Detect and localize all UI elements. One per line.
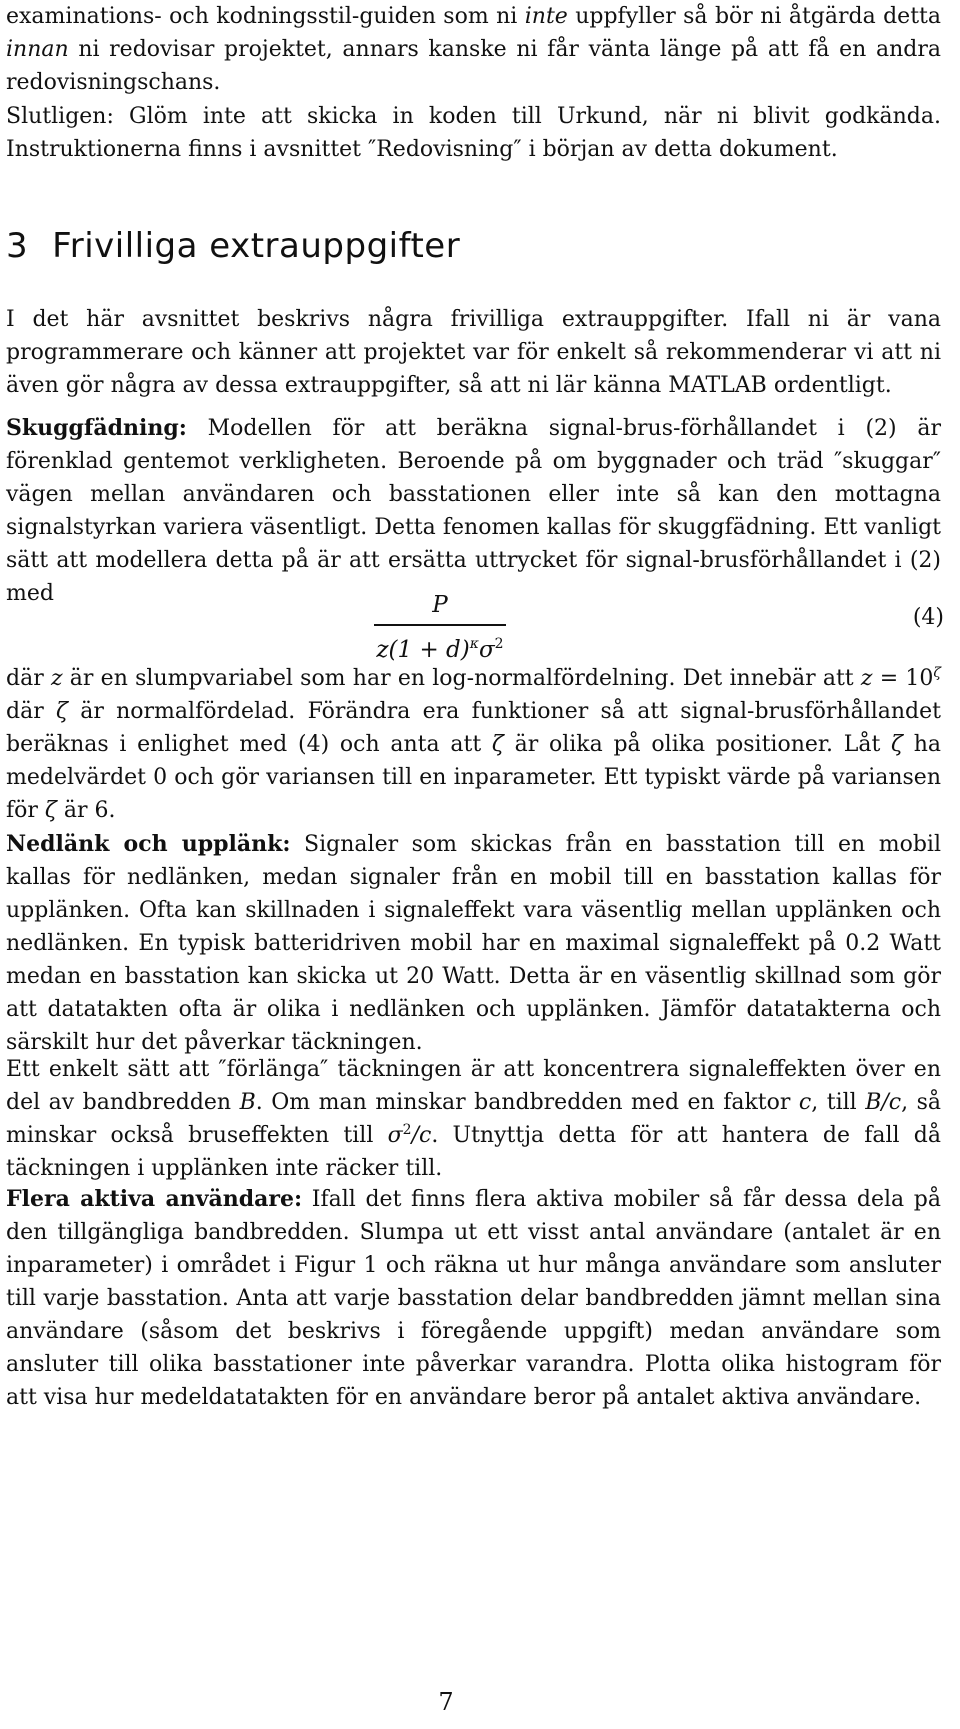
section-heading xyxy=(6,226,460,266)
shadow-fading-label: Skuggfädning: xyxy=(6,415,187,441)
shadow-fading-paragraph: Skuggfädning: Modellen för att beräkna signal-brus-förhållandet i (2) är förenklad gentemot verkligheten. Beroende på om byggnader och träd ″skuggar″ vägen mellan användaren och basstationen eller inte så kan den mottagna signalstyrkan variera väsentligt. Detta fenomen kallas för skuggfädning. Ett vanligt sätt att modellera detta på är att ersätta uttrycket för signal-brusförhållandet i (2) med xyxy=(6,415,941,606)
page-number: 7 xyxy=(438,1688,454,1716)
equation-numerator: P xyxy=(432,592,448,618)
multi-user-paragraph: Flera aktiva användare: Ifall det finns flera aktiva mobiler så får dessa dela på den tillgängliga bandbredden. Slumpa ut ett visst antal användare (antalet är en inparameter) i området i Figur 1 och räkna ut hur många användare som ansluter till varje basstation. Anta att varje basstation delar bandbredden jämnt mellan sina användare (såsom det beskrivs i föregående uppgift) medan användare som ansluter till olika basstationer inte påverkar varandra. Plotta olika histogram för att visa hur medeldatatakten för en användare beror på antalet aktiva användare. xyxy=(6,1186,941,1410)
fraction-bar xyxy=(374,624,506,626)
section-number: 3 xyxy=(6,226,29,266)
downlink-paragraph: Nedlänk och upplänk: Signaler som skickas från en basstation till en mobil kallas för nedlänken, medan signaler från en mobil till en basstation kallas för upplänken. Ofta kan skillnaden i signaleffekt vara väsentlig mellan upplänken och nedlänken. En typisk batteridriven mobil har en maximal signaleffekt på 0.2 Watt medan en basstation kan skicka ut 20 Watt. Detta är en väsentlig skillnad som gör att datatakten ofta är olika i nedlänken och upplänken. Jämför datatakterna och särskilt hur det påverkar täckningen. xyxy=(6,831,941,1055)
extend-coverage-paragraph: Ett enkelt sätt att ″förlänga″ täckningen är att koncentrera signaleffekten över en del av bandbredden B. Om man minskar bandbredden med en faktor c, till B/c, så minskar också bruseffekten till $\sigma^2/c$. Utnyttja detta för att hantera de fall då täckningen i upplänken inte räcker till. xyxy=(6,1057,941,1181)
equation-fraction xyxy=(374,588,506,663)
section-intro-paragraph: I det här avsnittet beskrivs några frivilliga extrauppgifter. Ifall ni är vana programmerare och känner att projektet var för enkelt så rekommenderar vi att ni även gör några av dessa extrauppgifter, så att ni lär känna MATLAB ordentligt. xyxy=(6,307,941,398)
equation-4 xyxy=(6,588,946,663)
equation-label: (4) xyxy=(912,605,944,630)
multi-user-label: Flera aktiva användare: xyxy=(6,1186,303,1212)
shadow-fading-paragraph-2: där z är en slumpvariabel som har en log-normalfördelning. Det innebär att $z = 10^\zeta$ där ζ är normalfördelad. Förändra era funktioner så att signal-brusförhållandet beräknas i enlighet med (4) och anta att ζ är olika på olika positioner. Låt ζ ha medelvärdet 0 och gör variansen till en inparameter. Ett typiskt värde på variansen för ζ är 6. xyxy=(6,665,941,823)
intro-paragraph-2: Slutligen: Glöm inte att skicka in koden till Urkund, när ni blivit godkända. Instruktionerna finns i avsnittet ″Redovisning″ i början av detta dokument. xyxy=(6,104,941,162)
section-title: Frivilliga extrauppgifter xyxy=(52,226,461,266)
intro-paragraph-1: examinations- och kodningsstil-guiden som ni inte uppfyller så bör ni åtgärda detta innan ni redovisar projektet, annars kanske ni får vänta länge på att få en andra redovisningschans. xyxy=(6,4,942,95)
equation-denominator: $z(1 + d)^\kappa\sigma^2$ xyxy=(376,635,504,663)
downlink-label: Nedlänk och upplänk: xyxy=(6,831,291,857)
